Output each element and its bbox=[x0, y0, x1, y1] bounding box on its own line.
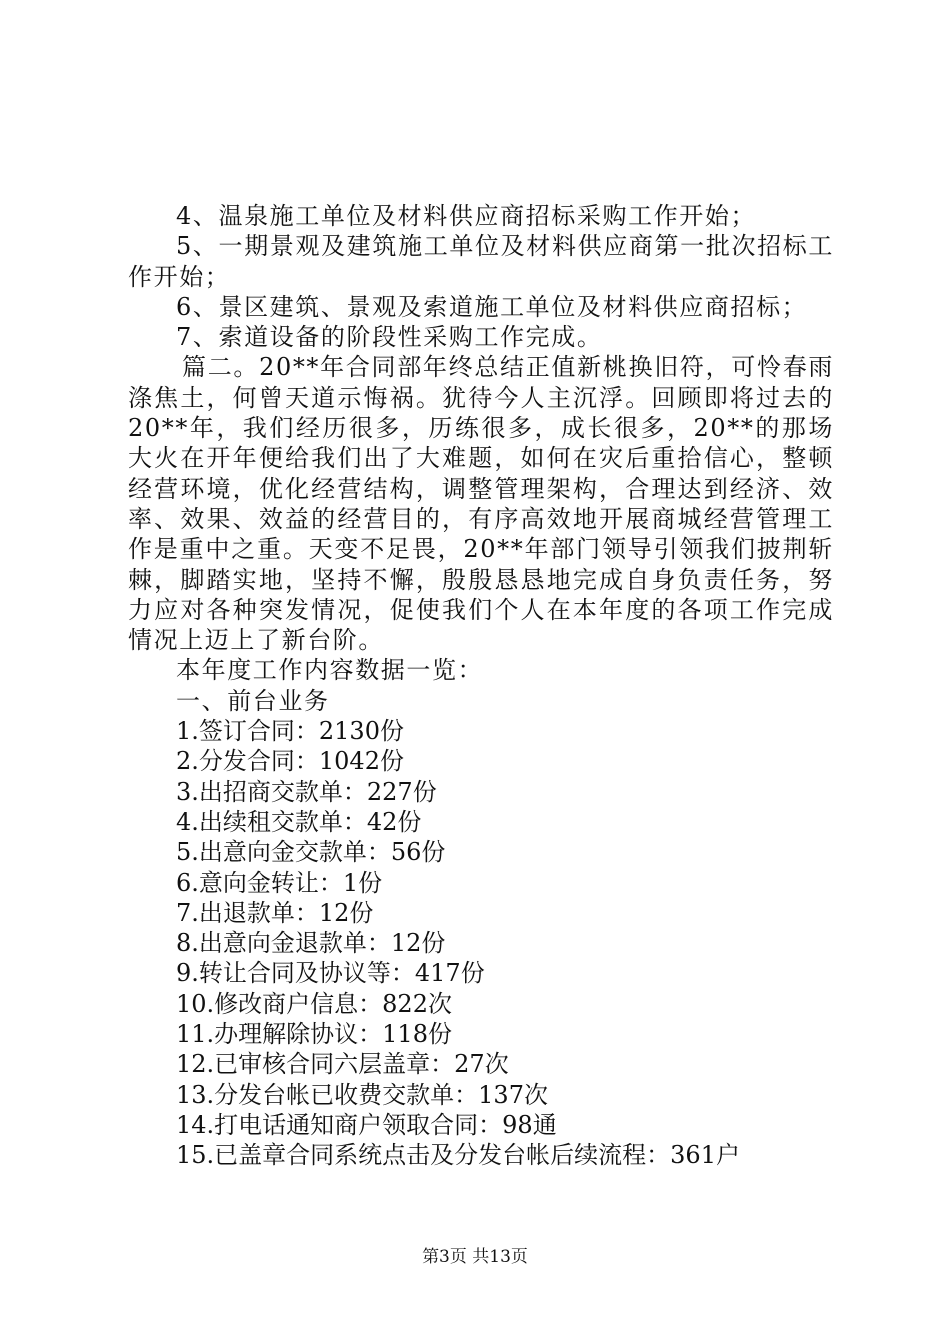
list-item: 5、一期景观及建筑施工单位及材料供应商第一批次招标工作开始； bbox=[128, 232, 834, 291]
list-item: 9.转让合同及协议等：417份 bbox=[176, 959, 485, 988]
list-item: 11.办理解除协议：118份 bbox=[176, 1020, 452, 1049]
frontdesk-heading: 一、前台业务 bbox=[176, 686, 330, 715]
page-footer bbox=[0, 1242, 950, 1267]
list-item: 5.出意向金交款单：56份 bbox=[176, 838, 446, 867]
frontdesk-list bbox=[128, 716, 834, 1170]
list-item: 6.意向金转让：1份 bbox=[176, 868, 383, 897]
page-number-label: 第3页 共13页 bbox=[422, 1247, 528, 1267]
list-item: 6、景区建筑、景观及索道施工单位及材料供应商招标； bbox=[176, 292, 808, 321]
list-item: 4.出续租交款单：42份 bbox=[176, 807, 422, 836]
list-item: 3.出招商交款单：227份 bbox=[176, 777, 437, 806]
list-item: 8.出意向金退款单：12份 bbox=[176, 929, 446, 958]
list-item: 4、温泉施工单位及材料供应商招标采购工作开始； bbox=[176, 202, 757, 230]
list-item: 2.分发合同：1042份 bbox=[176, 747, 404, 776]
list-item: 7.出退款单：12份 bbox=[176, 898, 374, 927]
list-item: 12.已审核合同六层盖章：27次 bbox=[176, 1050, 509, 1079]
section2-paragraph: 篇二。20**年合同部年终总结正值新桃换旧符，可怜春雨涤焦土，何曾天道示悔祸。犹待今人主沉浮。回顾即将过去的20**年，我们经历很多，历练很多，成长很多，20**的那场大火在开年便给我们出了大难题，如何在灾后重拾信心，整顿经营环境，优化经营结构，调整管理架构，合理达到经济、效率、效果、效益的经营目的，有序高效地开展商城经营管理工作是重中之重。天变不足畏，20**年部门领导引领我们披荆斩棘，脚踏实地，坚持不懈，殷殷恳恳地完成自身负责任务，努力应对各种突发情况，促使我们个人在本年度的各项工作完成情况上迈上了新台阶。 bbox=[128, 353, 834, 655]
list-item: 13.分发台帐已收费交款单：137次 bbox=[176, 1080, 548, 1109]
list-item: 14.打电话通知商户领取合同：98通 bbox=[176, 1110, 557, 1139]
document-body bbox=[128, 201, 834, 1171]
list-item: 10.修改商户信息：822次 bbox=[176, 989, 452, 1018]
list-item: 7、索道设备的阶段性采购工作完成。 bbox=[176, 323, 603, 352]
list-item: 1.签订合同：2130份 bbox=[176, 717, 404, 746]
list-item: 15.已盖章合同系统点击及分发台帐后续流程：361户 bbox=[176, 1141, 740, 1170]
data-overview-title: 本年度工作内容数据一览： bbox=[176, 656, 484, 685]
